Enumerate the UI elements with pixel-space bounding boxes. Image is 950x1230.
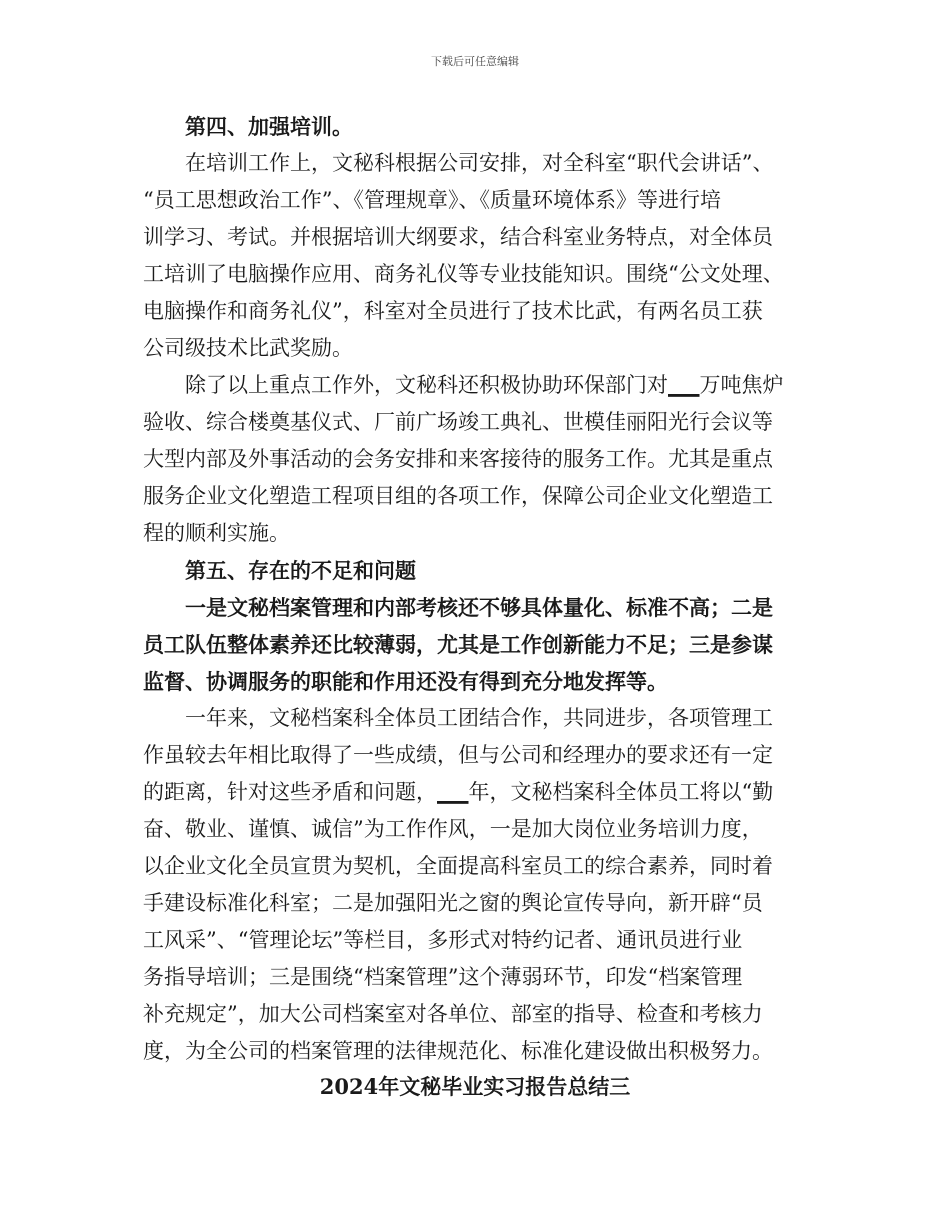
paragraph-line: “员工思想政治工作”、《管理规章》、《质量环境体系》等进行培	[143, 188, 721, 212]
paragraph-line: 度，为全公司的档案管理的法律规范化、标准化建设做出积极努力。	[143, 1039, 773, 1063]
text-segment: 的距离，针对这些矛盾和问题，	[143, 780, 437, 804]
section-heading: 第四、加强培训。	[185, 114, 353, 139]
paragraph-line: 验收、综合楼奠基仪式、厂前广场竣工典礼、世模佳丽阳光行会议等	[143, 410, 773, 434]
paragraph-line: 训学习、考试。并根据培训大纲要求，结合科室业务特点，对全体员	[143, 225, 773, 249]
paragraph-line: 程的顺利实施。	[143, 521, 290, 545]
paragraph-line: 补充规定”，加大公司档案室对各单位、部室的指导、检查和考核力	[143, 1002, 763, 1026]
text-segment: 除了以上重点工作外，文秘科还积极协助环保部门对	[185, 373, 668, 397]
paragraph-line: 电脑操作和商务礼仪”，科室对全员进行了技术比武，有两名员工获	[143, 299, 763, 323]
paragraph-line: 作虽较去年相比取得了一些成绩，但与公司和经理办的要求还有一定	[143, 743, 773, 767]
text-segment: 万吨焦炉	[699, 373, 784, 397]
paragraph-line: 以企业文化全员宣贯为契机，全面提高科室员工的综合素养，同时着	[143, 854, 773, 878]
paragraph-line: 大型内部及外事活动的会务安排和来客接待的服务工作。尤其是重点	[143, 447, 773, 471]
paragraph-line: 公司级技术比武奖励。	[143, 336, 353, 360]
fill-blank: ___	[437, 780, 469, 804]
section-title: 2024年文秘毕业实习报告总结三	[319, 1074, 631, 1099]
fill-blank: ___	[668, 373, 700, 397]
paragraph-line: 奋、敬业、谨慎、诚信”为工作作风，一是加大岗位业务培训力度，	[143, 817, 763, 841]
bold-paragraph-line: 监督、协调服务的职能和作用还没有得到充分地发挥等。	[143, 669, 668, 694]
paragraph-line	[143, 774, 815, 811]
paragraph-line: 务指导培训；三是围绕“档案管理”这个薄弱环节，印发“档案管理	[143, 965, 743, 989]
text-segment: 年，文秘档案科全体员工将以“勤	[468, 780, 774, 804]
paragraph-line	[143, 367, 815, 404]
paragraph-line: 一年来，文秘档案科全体员工团结合作，共同进步，各项管理工	[185, 706, 773, 730]
paragraph-line: 手建设标准化科室；二是加强阳光之窗的舆论宣传导向，新开辟“员	[143, 891, 763, 915]
document-body	[143, 108, 815, 1070]
page-header: 下载后可任意编辑	[431, 55, 519, 68]
bold-paragraph-line: 一是文秘档案管理和内部考核还不够具体量化、标准不高；二是	[185, 595, 773, 620]
paragraph-line: 在培训工作上，文秘科根据公司安排，对全科室“职代会讲话”、	[185, 151, 774, 175]
paragraph-line: 工培训了电脑操作应用、商务礼仪等专业技能知识。围绕“公文处理、	[143, 262, 784, 286]
paragraph-line: 服务企业文化塑造工程项目组的各项工作，保障公司企业文化塑造工	[143, 484, 773, 508]
paragraph-line: 工风采”、“管理论坛”等栏目，多形式对特约记者、通讯员进行业	[143, 928, 743, 952]
bold-paragraph-line: 员工队伍整体素养还比较薄弱，尤其是工作创新能力不足；三是参谋	[143, 632, 773, 657]
section-heading: 第五、存在的不足和问题	[185, 558, 416, 583]
